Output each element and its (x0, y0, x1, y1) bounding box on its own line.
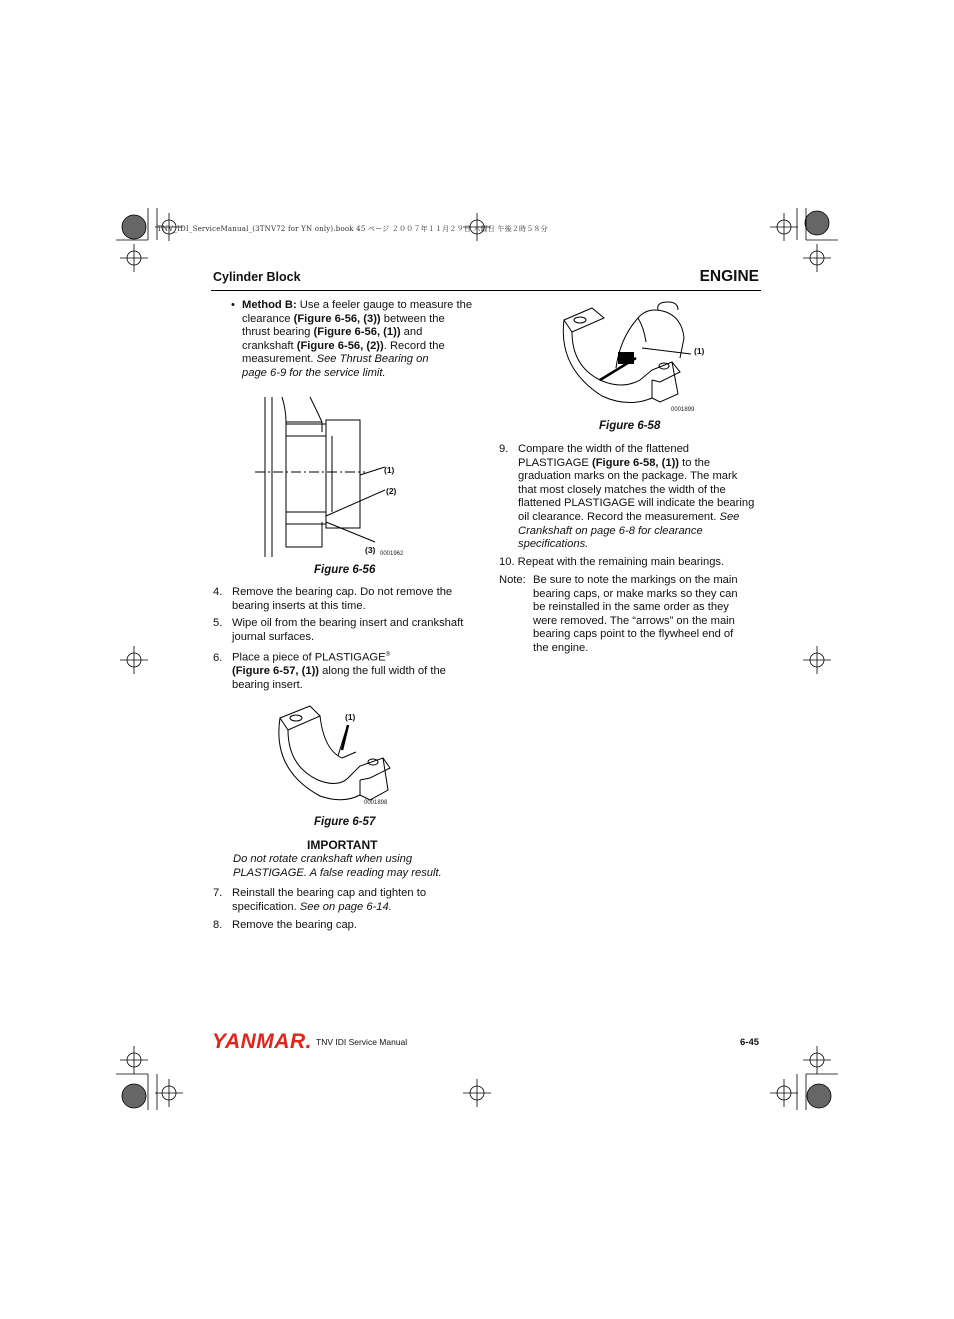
chapter-title: ENGINE (699, 268, 759, 285)
fig57-callout-1: (1) (345, 712, 356, 722)
step-6: 6. Place a piece of PLASTIGAGE® (Figure 6-57, (1)) along the full width of the bearing insert. (213, 651, 446, 691)
fig56-callout-1: (1) (384, 465, 395, 475)
step-5: 5. Wipe oil from the bearing insert and crankshaft journal surfaces. (213, 617, 464, 643)
step-10: 10. Repeat with the remaining main bearings. (499, 556, 725, 568)
figure-57-caption: Figure 6-57 (314, 816, 376, 828)
fig56-callout-2: (2) (386, 486, 397, 496)
figure-56-illustration (250, 392, 420, 562)
important-title: IMPORTANT (307, 838, 378, 852)
figure-58-caption: Figure 6-58 (599, 420, 661, 432)
figure-56-caption: Figure 6-56 (314, 564, 376, 576)
bullet: • (231, 299, 235, 311)
step-8: 8. Remove the bearing cap. (213, 919, 358, 931)
print-info: TNV_IDI_ServiceManual_(3TNV72 for YN only).book 45 ページ ２００７年１１月２９日 木曜日 午後２時５８分 (157, 225, 548, 233)
footer-manual-title: TNV IDI Service Manual (316, 1037, 408, 1047)
step-7: 7. Reinstall the bearing cap and tighten to specification. See on page 6-14. (213, 887, 427, 913)
header-rule (211, 290, 761, 291)
yanmar-logo: YANMAR. (212, 1030, 312, 1053)
figure-58-illustration (556, 298, 756, 410)
note-label: Note: (499, 574, 526, 586)
figure-57-illustration (268, 700, 398, 806)
fig58-callout-1: (1) (694, 346, 705, 356)
page-number: 6-45 (740, 1037, 760, 1048)
fig56-callout-3: (3) (365, 545, 376, 555)
fig57-code: 0001898 (364, 800, 388, 806)
method-b-paragraph: Method B: Use a feeler gauge to measure the clearance (Figure 6-56, (3)) between the thrust bearing (Figure 6-56, (1)) and crankshaft (Figure 6-56, (2)). Record the measurement. See Thrust Bearing on page 6-9 for the service limit. (242, 299, 473, 379)
fig56-code: 0001962 (380, 551, 404, 557)
note-text: Be sure to note the markings on the main bearing caps, or make marks so they can be reinstalled in the same order as they were removed. The “arrows” on the main bearing caps point to the flywheel end of the engine. (533, 574, 738, 654)
step-9: 9. Compare the width of the flattened PLASTIGAGE (Figure 6-58, (1)) to the graduation marks on the package. The mark that most closely matches the width of the flattened PLASTIGAGE will indicate the bearing oil clearance. Record the measurement. See Crankshaft on page 6-8 for clearance specifications. (499, 443, 755, 551)
fig58-code: 0001899 (671, 407, 695, 413)
important-text: Do not rotate crankshaft when using PLASTIGAGE. A false reading may result. (233, 853, 442, 879)
step-4: 4. Remove the bearing cap. Do not remove the bearing inserts at this time. (213, 586, 453, 612)
section-title: Cylinder Block (213, 270, 301, 284)
